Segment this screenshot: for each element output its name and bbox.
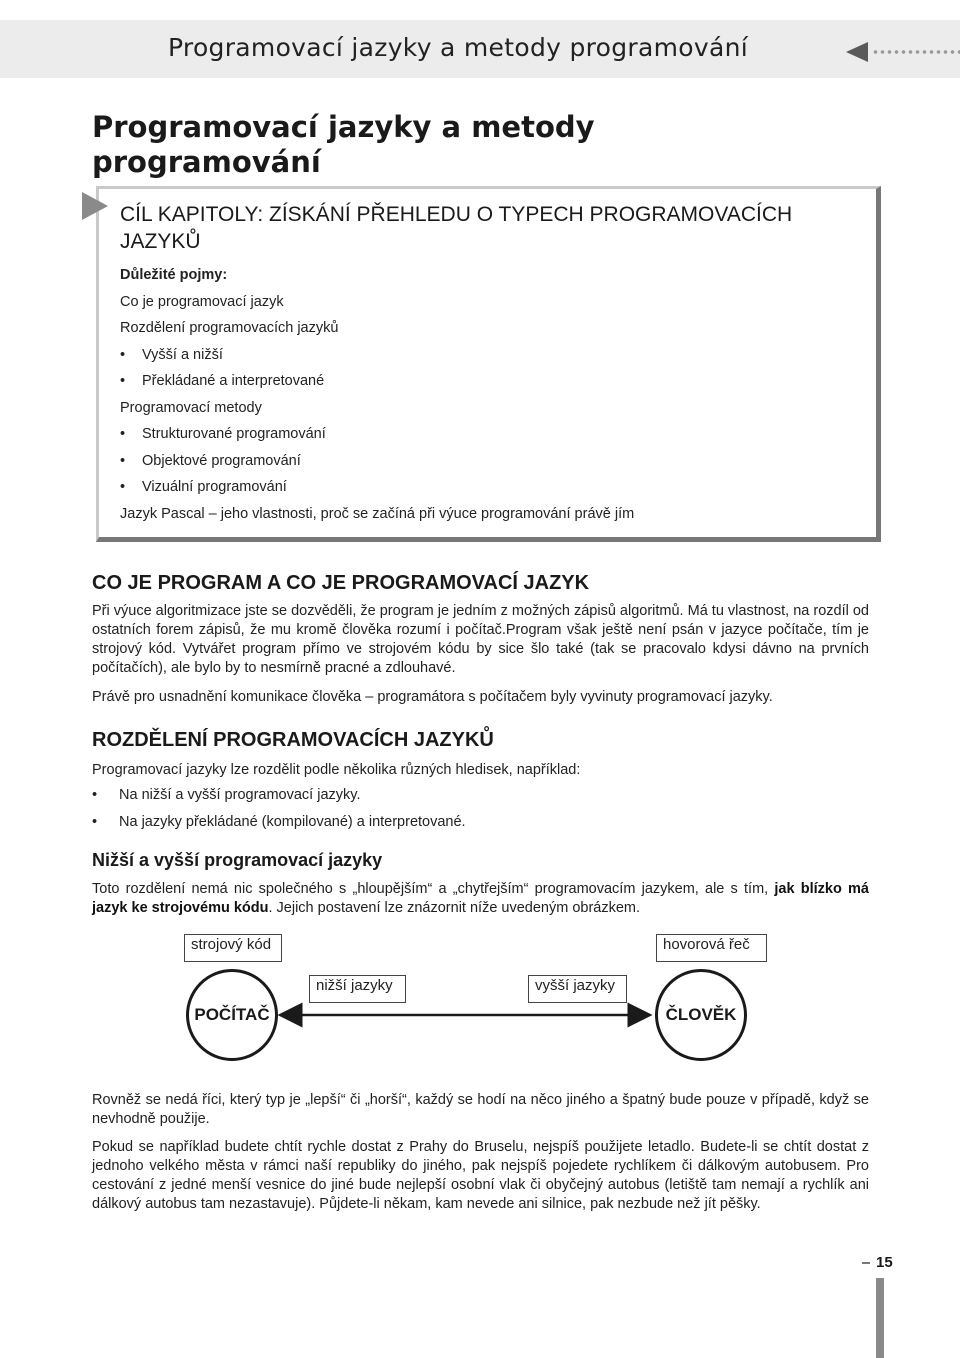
footer-rule xyxy=(862,1262,870,1264)
concept-item: Rozdělení programovacích jazyků xyxy=(120,320,339,336)
paragraph: Právě pro usnadnění komunikace člověka – programátora s počítačem byly vyvinuty programovací jazyky. xyxy=(92,689,773,705)
bullet-icon: • xyxy=(120,373,126,389)
bullet-icon: • xyxy=(120,479,126,495)
paragraph: Pokud se například budete chtít rychle dostat z Prahy do Bruselu, nejspíš použijete letadlo. Budete-li se chtít dostat z jednoho velkého města v rámci naší republiky do jiného, pak nejspíš pojedete rychlíkem či dálkovým autobusem. Pro cestování z jedné menší vesnice do jiné bude nejlepší osobní vlak či obyčejný autobus (letiště tam nemají a rychlík ani dálkový autobus tam nezastavuje). Půjdete-li někam, kam nevede ani silnice, pak nezbude než jít pěšky. xyxy=(92,1139,869,1212)
bullet-icon: • xyxy=(92,787,98,803)
paragraph: Při výuce algoritmizace jste se dozvěděli, že program je jedním z možných zápisů algoritmů. Má tu vlastnost, na rozdíl od ostatních forem zápisů, že mu kromě člověka rozumí i počítač.Program však ještě není psán v jazyce počítače, tím je strojový kód. Vytvářet program přímo ve strojovém kódu by sice šlo také (tak se pracovalo kdysi dávno na prvních počítačích), ale bylo by to nesmírně pracné a zdlouhavé. xyxy=(92,603,869,676)
bullet-icon: • xyxy=(120,452,126,469)
computer-circle: POČÍTAČ xyxy=(186,969,278,1061)
paragraph: Programovací jazyky lze rozdělit podle několika různých hledisek, například: xyxy=(92,762,581,778)
chapter-goal-heading: CÍL KAPITOLY: ZÍSKÁNÍ PŘEHLEDU O TYPECH PROGRAMOVACÍCH JAZYKŮ xyxy=(120,203,793,253)
concept-subitem: • Překládané a interpretované xyxy=(120,368,860,395)
label-lower-languages: nižší jazyky xyxy=(309,975,406,1003)
label-spoken-language: hovorová řeč xyxy=(656,934,767,962)
concept-item: Co je programovací jazyk xyxy=(120,293,284,310)
key-concepts-label: Důležité pojmy: xyxy=(120,267,228,283)
chapter-title: Programovací jazyky a metody programování xyxy=(92,110,595,179)
label-machine-code: strojový kód xyxy=(184,934,282,962)
running-header-title: Programovací jazyky a metody programování xyxy=(168,33,748,62)
paragraph: Rovněž se nedá říci, který typ je „lepší“ či „horší“, každý se hodí na něco jiného a špatný bude pouze v případě, když se nevhodně použije. xyxy=(92,1092,869,1127)
page-number: 15 xyxy=(876,1254,893,1271)
footer-bar xyxy=(876,1278,884,1358)
concept-item: Programovací metody xyxy=(120,399,262,416)
section-heading-division: ROZDĚLENÍ PROGRAMOVACÍCH JAZYKŮ xyxy=(92,729,494,751)
concept-subitem: • Strukturované programování xyxy=(120,421,860,448)
bullet-icon: • xyxy=(92,814,98,830)
concept-subitem: • Vizuální programování xyxy=(120,474,860,501)
human-circle: ČLOVĚK xyxy=(655,969,747,1061)
subsection-heading-lower-higher: Nižší a vyšší programovací jazyky xyxy=(92,850,383,870)
bullet-icon: • xyxy=(120,346,126,363)
paragraph: Toto rozdělení nemá nic společného s „hloupějším“ a „chytřejším“ programovacím jazykem, ale s tím, jak blízko má jazyk ke strojovému kódu. Jejich postavení lze znázornit níže uvedeným obrázkem. xyxy=(92,881,869,916)
concept-subitem: • Vyšší a nižší xyxy=(120,342,860,369)
bullet-icon: • xyxy=(120,426,126,442)
section-heading-program: CO JE PROGRAM A CO JE PROGRAMOVACÍ JAZYK xyxy=(92,572,590,594)
label-higher-languages: vyšší jazyky xyxy=(528,975,627,1003)
concept-subitem: • Objektové programování xyxy=(120,448,860,475)
concept-item: Jazyk Pascal – jeho vlastnosti, proč se začíná při výuce programování právě jím xyxy=(120,505,635,522)
